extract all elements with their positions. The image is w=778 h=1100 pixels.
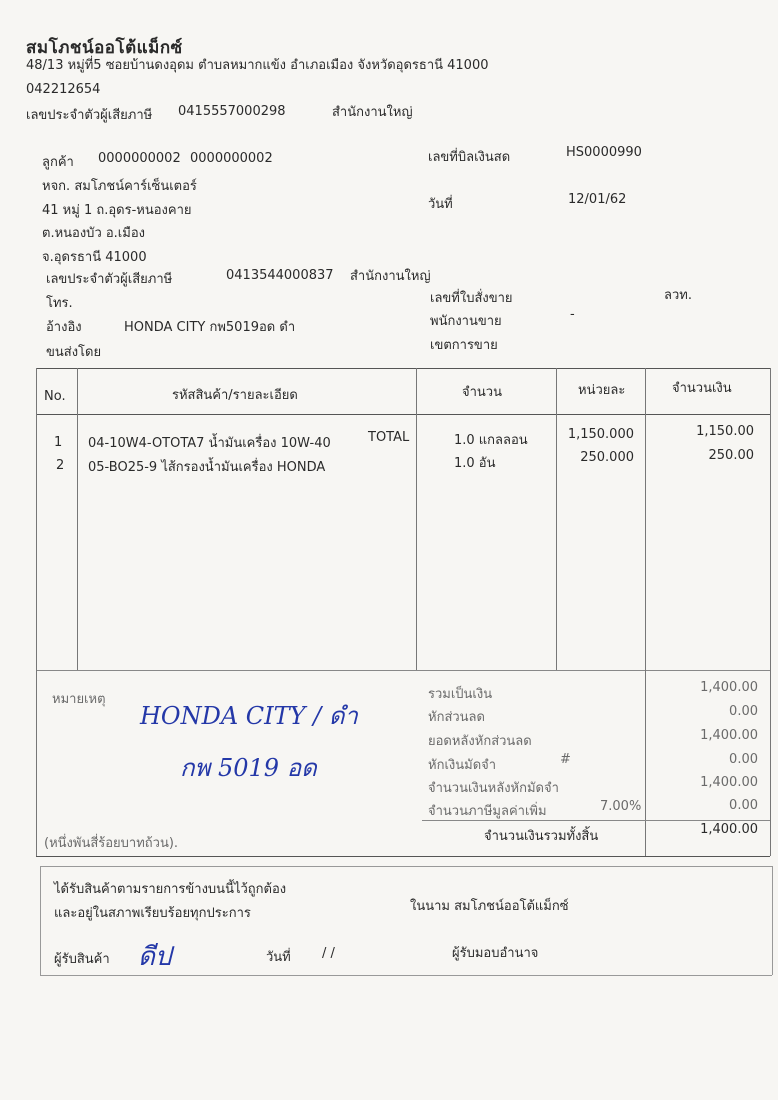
customer-phone-label: โทร. [46, 296, 73, 311]
column-header-amount: จำนวนเงิน [672, 381, 732, 396]
column-header-no: No. [44, 389, 66, 404]
remark-handwriting-line-2: กพ 5019 อด [180, 754, 317, 782]
receiver-signature: ดีป [138, 942, 172, 972]
summary-deposit-label: หักเงินมัดจำ [428, 758, 497, 773]
reference-value: HONDA CITY กพ5019อด ดำ [124, 320, 296, 335]
company-tax-label: เลขประจำตัวผู้เสียภาษี [26, 108, 153, 123]
sales-area-label: เขตการขาย [430, 338, 498, 353]
summary-subtotal-label: รวมเป็นเงิน [428, 687, 493, 702]
customer-tax-label: เลขประจำตัวผู้เสียภาษี [46, 272, 173, 287]
customer-address-3: จ.อุดรธานี 41000 [42, 250, 147, 265]
summary-discount-label: หักส่วนลด [428, 710, 485, 725]
summary-discount-value: 0.00 [729, 704, 758, 719]
column-header-description: รหัสสินค้า/รายละเอียด [172, 388, 298, 403]
grand-total-label: จำนวนเงินรวมทั้งสิ้น [484, 829, 599, 844]
on-behalf-of: ในนาม สมโภชน์ออโต้แม็กซ์ [410, 899, 569, 914]
receive-date-label: วันที่ [266, 950, 291, 965]
customer-code-2: 0000000002 [190, 151, 273, 166]
customer-label: ลูกค้า [42, 155, 74, 170]
customer-branch: สำนักงานใหญ่ [350, 269, 431, 284]
receiver-label: ผู้รับสินค้า [54, 952, 110, 967]
row-quantity: 1.0 อัน [454, 456, 496, 471]
bill-no-label: เลขที่บิลเงินสด [428, 150, 511, 165]
bill-no: HS0000990 [566, 145, 642, 160]
row-note: TOTAL [368, 430, 410, 445]
bill-date-label: วันที่ [428, 197, 453, 212]
column-header-quantity: จำนวน [462, 385, 502, 400]
received-statement-line-1: ได้รับสินค้าตามรายการข้างบนนี้ไว้ถูกต้อง [54, 882, 287, 897]
salesperson-label: พนักงานขาย [430, 314, 502, 329]
grand-total-value: 1,400.00 [700, 822, 758, 837]
column-header-unit-price: หน่วยละ [578, 383, 626, 398]
row-quantity: 1.0 แกลลอน [454, 433, 528, 448]
order-no-value: ลวท. [664, 288, 692, 303]
row-no: 1 [54, 435, 63, 450]
row-code-description: 05-BO25-9 ไส้กรองน้ำมันเครื่อง HONDA [88, 460, 326, 475]
company-address: 48/13 หมู่ที่5 ซอยบ้านดงอุดม ตำบลหมากแข้ง อำเภอเมือง จังหวัดอุดรธานี 41000 [26, 58, 489, 73]
customer-code-1: 0000000002 [98, 151, 181, 166]
reference-label: อ้างอิง [46, 320, 82, 335]
summary-vat-label: จำนวนภาษีมูลค่าเพิ่ม [428, 804, 547, 819]
row-unit-price: 250.000 [580, 450, 634, 465]
company-phone: 042212654 [26, 82, 101, 97]
row-no: 2 [56, 458, 65, 473]
row-code-description: 04-10W4-OTOTA7 น้ำมันเครื่อง 10W-40 [88, 436, 331, 451]
amount-in-words: (หนึ่งพันสี่ร้อยบาทถ้วน). [44, 836, 179, 851]
summary-subtotal-value: 1,400.00 [700, 680, 758, 695]
company-name: สมโภชน์ออโต้แม็กซ์ [26, 38, 183, 58]
receive-date-blank: / / [322, 946, 335, 961]
row-amount: 1,150.00 [696, 424, 754, 439]
company-tax-id: 0415557000298 [178, 104, 286, 119]
summary-vat-rate: 7.00% [600, 799, 642, 814]
summary-vat-value: 0.00 [729, 798, 758, 813]
summary-deposit-mark: # [560, 752, 571, 767]
summary-after-discount-value: 1,400.00 [700, 728, 758, 743]
remark-handwriting-line-1: HONDA CITY / ดำ [140, 702, 358, 730]
customer-name: หจก. สมโภชน์คาร์เซ็นเตอร์ [42, 179, 197, 194]
summary-deposit-value: 0.00 [729, 752, 758, 767]
company-branch: สำนักงานใหญ่ [332, 105, 413, 120]
customer-tax-id: 0413544000837 [226, 268, 334, 283]
summary-after-discount-label: ยอดหลังหักส่วนลด [428, 734, 532, 749]
row-unit-price: 1,150.000 [567, 427, 634, 442]
customer-address-2: ต.หนองบัว อ.เมือง [42, 226, 145, 241]
received-statement-line-2: และอยู่ในสภาพเรียบร้อยทุกประการ [54, 906, 251, 921]
authorized-person-label: ผู้รับมอบอำนาจ [452, 946, 539, 961]
bill-date: 12/01/62 [568, 192, 627, 207]
salesperson-value: - [570, 307, 575, 322]
order-no-label: เลขที่ใบสั่งขาย [430, 291, 513, 306]
row-amount: 250.00 [708, 448, 754, 463]
summary-after-deposit-label: จำนวนเงินหลังหักมัดจำ [428, 781, 559, 796]
remark-label: หมายเหตุ [52, 692, 106, 707]
customer-address-1: 41 หมู่ 1 ถ.อุดร-หนองคาย [42, 203, 192, 218]
shipping-label: ขนส่งโดย [46, 345, 102, 360]
summary-after-deposit-value: 1,400.00 [700, 775, 758, 790]
